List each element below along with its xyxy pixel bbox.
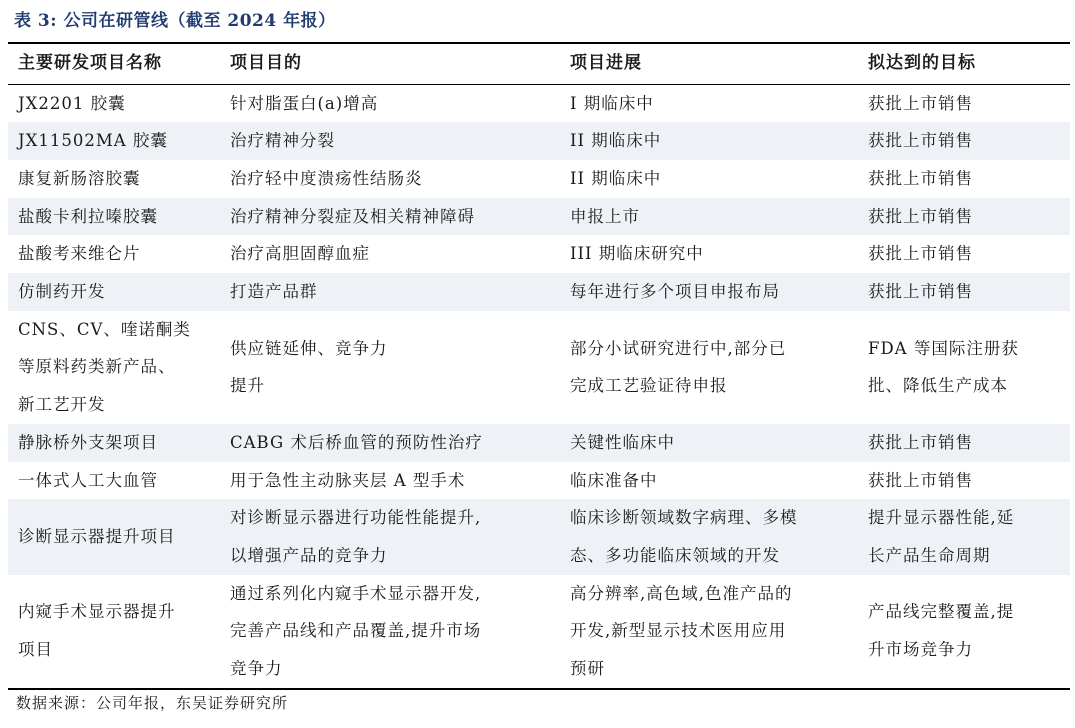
cell-project-progress: 高分辨率,高色域,色准产品的 开发,新型显示技术医用应用 预研 <box>570 583 793 679</box>
pipeline-table <box>8 42 1070 690</box>
cell-project-progress: 每年进行多个项目申报布局 <box>570 282 780 302</box>
table-row <box>8 424 1070 462</box>
cell-project-progress: II 期临床中 <box>570 131 662 151</box>
table-row <box>8 499 1070 574</box>
cell-project-name: 盐酸考来维仑片 <box>18 244 141 264</box>
cell-target-goal: 获批上市销售 <box>868 244 973 264</box>
cell-project-name: 盐酸卡利拉嗪胶囊 <box>18 206 158 226</box>
table-row <box>8 235 1070 273</box>
cell-project-name: 仿制药开发 <box>18 282 106 302</box>
cell-target-goal: 产品线完整覆盖,提 升市场竞争力 <box>868 602 1015 660</box>
cell-project-name: CNS、CV、喹诺酮类 等原料药类新产品、 新工艺开发 <box>18 319 191 415</box>
cell-project-name: JX11502MA 胶囊 <box>18 131 168 151</box>
cell-project-purpose: 治疗精神分裂 <box>230 131 335 151</box>
cell-project-purpose: 对诊断显示器进行功能性能提升, 以增强产品的竞争力 <box>230 508 482 565</box>
header-project-purpose: 项目目的 <box>230 52 302 73</box>
cell-project-name: 静脉桥外支架项目 <box>18 432 158 452</box>
table-row <box>8 122 1070 160</box>
table-row <box>8 160 1070 198</box>
cell-project-purpose: 治疗高胆固醇血症 <box>230 244 370 264</box>
header-project-name: 主要研发项目名称 <box>18 52 162 73</box>
cell-target-goal: 获批上市销售 <box>868 470 973 490</box>
cell-target-goal: 获批上市销售 <box>868 131 973 151</box>
cell-target-goal: 获批上市销售 <box>868 93 973 113</box>
table-title: 表 3: 公司在研管线（截至 2024 年报） <box>14 11 336 31</box>
cell-project-purpose: 供应链延伸、竞争力 提升 <box>230 338 388 396</box>
table-row <box>8 311 1070 424</box>
data-source-note: 数据来源：公司年报，东吴证券研究所 <box>16 694 289 712</box>
cell-target-goal: 获批上市销售 <box>868 282 973 302</box>
cell-project-progress: III 期临床研究中 <box>570 244 704 264</box>
cell-project-name: 诊断显示器提升项目 <box>18 527 176 547</box>
cell-project-purpose: 治疗精神分裂症及相关精神障碍 <box>230 206 475 226</box>
cell-project-purpose: 打造产品群 <box>230 282 318 302</box>
cell-target-goal: 获批上市销售 <box>868 432 973 452</box>
cell-project-name: 内窥手术显示器提升 项目 <box>18 602 176 660</box>
cell-project-name: JX2201 胶囊 <box>18 93 126 113</box>
table-header-row <box>8 43 1070 84</box>
table-row <box>8 84 1070 122</box>
cell-project-progress: II 期临床中 <box>570 168 662 188</box>
table-row <box>8 462 1070 500</box>
cell-project-purpose: 治疗轻中度溃疡性结肠炎 <box>230 168 423 188</box>
table-row <box>8 575 1070 689</box>
cell-project-purpose: CABG 术后桥血管的预防性治疗 <box>230 432 483 452</box>
cell-project-progress: 临床诊断领域数字病理、多模 态、多功能临床领域的开发 <box>570 508 798 565</box>
header-target-goal: 拟达到的目标 <box>868 52 976 73</box>
table-row <box>8 273 1070 311</box>
cell-project-progress: 临床准备中 <box>570 470 658 490</box>
cell-project-purpose: 通过系列化内窥手术显示器开发, 完善产品线和产品覆盖,提升市场 竞争力 <box>230 583 482 679</box>
cell-project-purpose: 用于急性主动脉夹层 A 型手术 <box>230 470 466 490</box>
cell-project-name: 一体式人工大血管 <box>18 470 158 490</box>
cell-target-goal: 提升显示器性能,延 长产品生命周期 <box>868 508 1015 565</box>
cell-target-goal: FDA 等国际注册获 批、降低生产成本 <box>868 338 1019 396</box>
header-project-progress: 项目进展 <box>570 52 642 73</box>
cell-target-goal: 获批上市销售 <box>868 168 973 188</box>
cell-project-progress: 关键性临床中 <box>570 432 675 452</box>
cell-project-name: 康复新肠溶胶囊 <box>18 168 141 188</box>
cell-project-progress: 申报上市 <box>570 206 640 226</box>
table-row <box>8 198 1070 236</box>
cell-project-progress: I 期临床中 <box>570 93 654 113</box>
cell-target-goal: 获批上市销售 <box>868 206 973 226</box>
cell-project-progress: 部分小试研究进行中,部分已 完成工艺验证待申报 <box>570 338 787 396</box>
cell-project-purpose: 针对脂蛋白(a)增高 <box>230 93 379 113</box>
